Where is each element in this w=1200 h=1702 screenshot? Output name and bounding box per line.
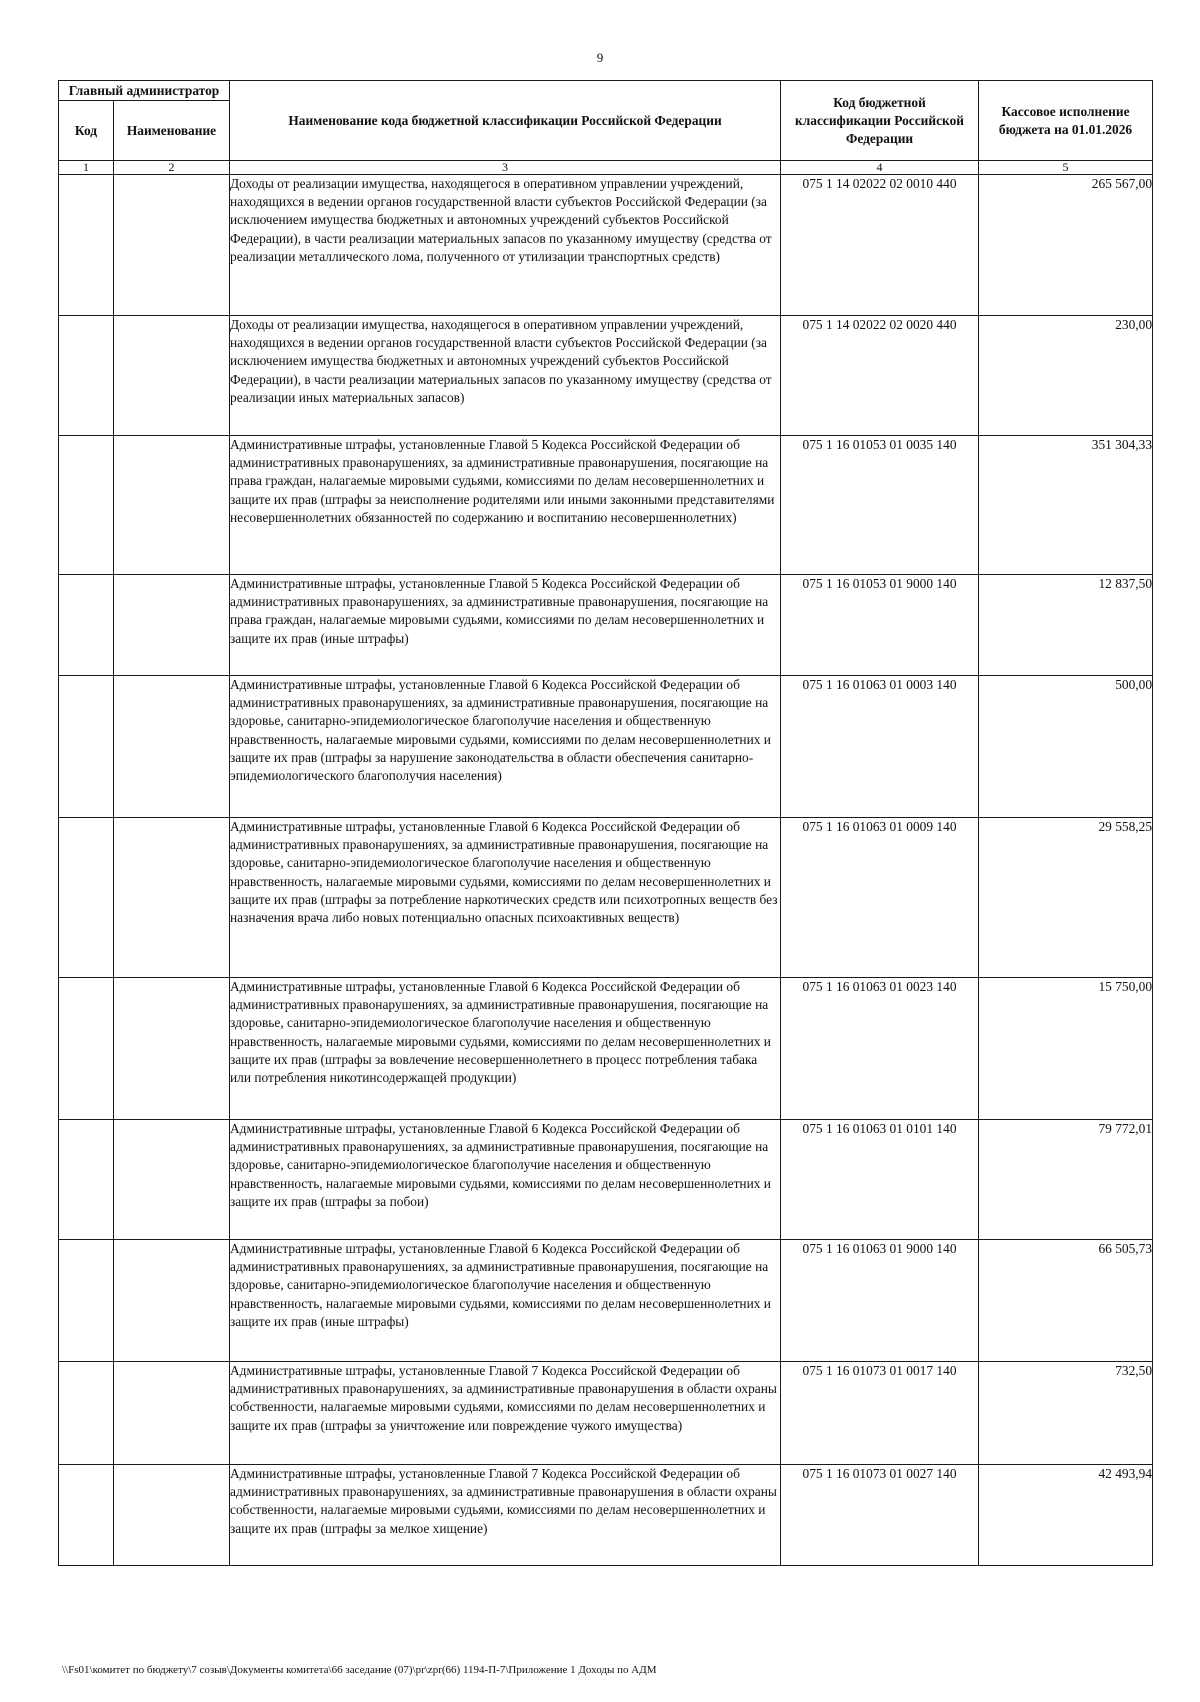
amount-cell: 12 837,50: [979, 575, 1153, 676]
classification-name-cell: Доходы от реализации имущества, находящегося в оперативном управлении учреждений, находящихся в ведении органов государственной власти субъектов Российской Федерации (за исключением имущества бюджетных и автономных учреждений субъектов Российской Федерации), в части реализации материальных запасов по указанному имуществу (средства от реализации иных материальных запасов): [230, 316, 781, 436]
admin-name-cell: [114, 1465, 230, 1566]
admin-name-cell: [114, 1120, 230, 1240]
amount-cell: 732,50: [979, 1362, 1153, 1465]
admin-code-cell: [59, 316, 114, 436]
amount-cell: 15 750,00: [979, 978, 1153, 1120]
amount-cell: 42 493,94: [979, 1465, 1153, 1566]
admin-name-cell: [114, 818, 230, 978]
admin-name-cell: [114, 978, 230, 1120]
admin-name-cell: [114, 1240, 230, 1362]
column-number-row: [59, 161, 1153, 175]
classification-name-cell: Административные штрафы, установленные Главой 6 Кодекса Российской Федерации об административных правонарушениях, за административные правонарушения, посягающие на здоровье, санитарно-эпидемиологическое благополучие населения и общественную нравственность, налагаемые мировыми судьями, комиссиями по делам несовершеннолетних и защите их прав (штрафы за вовлечение несовершеннолетнего в процесс потребления табака или потребления никотинсодержащей продукции): [230, 978, 781, 1120]
admin-name-cell: [114, 575, 230, 676]
table-row: [59, 575, 1153, 676]
amount-cell: 29 558,25: [979, 818, 1153, 978]
amount-cell: 351 304,33: [979, 436, 1153, 575]
admin-code-cell: [59, 1362, 114, 1465]
table-row: [59, 1465, 1153, 1566]
budget-code-cell: 075 1 16 01063 01 0003 140: [781, 676, 979, 818]
budget-code-cell: 075 1 16 01053 01 0035 140: [781, 436, 979, 575]
amount-cell: 230,00: [979, 316, 1153, 436]
admin-code-cell: [59, 1465, 114, 1566]
admin-name-cell: [114, 436, 230, 575]
amount-cell: 500,00: [979, 676, 1153, 818]
admin-name-cell: [114, 316, 230, 436]
header-code: Код: [59, 101, 114, 161]
page-number: 9: [596, 50, 604, 65]
budget-revenue-table: [58, 80, 1153, 1566]
header-naming: Наименование: [114, 101, 230, 161]
column-number: 1: [59, 161, 114, 175]
admin-code-cell: [59, 575, 114, 676]
admin-name-cell: [114, 676, 230, 818]
header-main-administrator: Главный администратор: [59, 81, 230, 101]
budget-code-cell: 075 1 16 01063 01 9000 140: [781, 1240, 979, 1362]
classification-name-cell: Административные штрафы, установленные Главой 5 Кодекса Российской Федерации об административных правонарушениях, за административные правонарушения, посягающие на права граждан, налагаемые мировыми судьями, комиссиями по делам несовершеннолетних и защите их прав (штрафы за неисполнение родителями или иными законными представителями несовершеннолетних обязанностей по содержанию и воспитанию несовершеннолетних): [230, 436, 781, 575]
table-row: [59, 1362, 1153, 1465]
header-cash-execution: Кассовое исполнение бюджета на 01.01.2026: [979, 81, 1153, 161]
budget-code-cell: 075 1 16 01063 01 0009 140: [781, 818, 979, 978]
budget-code-cell: 075 1 16 01053 01 9000 140: [781, 575, 979, 676]
budget-code-cell: 075 1 14 02022 02 0010 440: [781, 175, 979, 316]
amount-cell: 66 505,73: [979, 1240, 1153, 1362]
table-row: [59, 1240, 1153, 1362]
classification-name-cell: Административные штрафы, установленные Главой 7 Кодекса Российской Федерации об административных правонарушениях, за административные правонарушения в области охраны собственности, налагаемые мировыми судьями, комиссиями по делам несовершеннолетних и защите их прав (штрафы за уничтожение или повреждение чужого имущества): [230, 1362, 781, 1465]
header-classification-name: Наименование кода бюджетной классификации Российской Федерации: [230, 81, 781, 161]
classification-name-cell: Административные штрафы, установленные Главой 6 Кодекса Российской Федерации об административных правонарушениях, за административные правонарушения, посягающие на здоровье, санитарно-эпидемиологическое благополучие населения и общественную нравственность, налагаемые мировыми судьями, комиссиями по делам несовершеннолетних и защите их прав (штрафы за нарушение законодательства в области обеспечения санитарно-эпидемиологического благополучия населения): [230, 676, 781, 818]
amount-cell: 265 567,00: [979, 175, 1153, 316]
admin-name-cell: [114, 1362, 230, 1465]
admin-code-cell: [59, 1120, 114, 1240]
table-row: [59, 1120, 1153, 1240]
admin-code-cell: [59, 818, 114, 978]
budget-code-cell: 075 1 16 01063 01 0023 140: [781, 978, 979, 1120]
file-path-footer: \\Fs01\комитет по бюджету\7 созыв\Документы комитета\66 заседание (07)\pr\zpr(66) 1194-П-7\Приложение 1 Доходы по АДМ: [62, 1664, 657, 1676]
admin-code-cell: [59, 978, 114, 1120]
classification-name-cell: Доходы от реализации имущества, находящегося в оперативном управлении учреждений, находящихся в ведении органов государственной власти субъектов Российской Федерации (за исключением имущества бюджетных и автономных учреждений субъектов Российской Федерации), в части реализации материальных запасов по указанному имуществу (средства от реализации металлического лома, полученного от утилизации транспортных средств): [230, 175, 781, 316]
admin-code-cell: [59, 175, 114, 316]
header-budget-code: Код бюджетной классификации Российской Федерации: [781, 81, 979, 161]
admin-name-cell: [114, 175, 230, 316]
amount-cell: 79 772,01: [979, 1120, 1153, 1240]
budget-code-cell: 075 1 16 01063 01 0101 140: [781, 1120, 979, 1240]
column-number: 4: [781, 161, 979, 175]
classification-name-cell: Административные штрафы, установленные Главой 6 Кодекса Российской Федерации об административных правонарушениях, за административные правонарушения, посягающие на здоровье, санитарно-эпидемиологическое благополучие населения и общественную нравственность, налагаемые мировыми судьями, комиссиями по делам несовершеннолетних и защите их прав (штрафы за потребление наркотических средств или психотропных веществ без назначения врача либо новых потенциально опасных психоактивных веществ): [230, 818, 781, 978]
budget-code-cell: 075 1 14 02022 02 0020 440: [781, 316, 979, 436]
table-row: [59, 175, 1153, 316]
admin-code-cell: [59, 436, 114, 575]
table-row: [59, 676, 1153, 818]
column-number: 2: [114, 161, 230, 175]
column-number: 5: [979, 161, 1153, 175]
admin-code-cell: [59, 1240, 114, 1362]
budget-code-cell: 075 1 16 01073 01 0027 140: [781, 1465, 979, 1566]
classification-name-cell: Административные штрафы, установленные Главой 7 Кодекса Российской Федерации об административных правонарушениях, за административные правонарушения в области охраны собственности, налагаемые мировыми судьями, комиссиями по делам несовершеннолетних и защите их прав (штрафы за мелкое хищение): [230, 1465, 781, 1566]
classification-name-cell: Административные штрафы, установленные Главой 5 Кодекса Российской Федерации об административных правонарушениях, за административные правонарушения, посягающие на права граждан, налагаемые мировыми судьями, комиссиями по делам несовершеннолетних и защите их прав (иные штрафы): [230, 575, 781, 676]
admin-code-cell: [59, 676, 114, 818]
table-row: [59, 818, 1153, 978]
budget-code-cell: 075 1 16 01073 01 0017 140: [781, 1362, 979, 1465]
table-row: [59, 316, 1153, 436]
classification-name-cell: Административные штрафы, установленные Главой 6 Кодекса Российской Федерации об административных правонарушениях, за административные правонарушения, посягающие на здоровье, санитарно-эпидемиологическое благополучие населения и общественную нравственность, налагаемые мировыми судьями, комиссиями по делам несовершеннолетних и защите их прав (иные штрафы): [230, 1240, 781, 1362]
classification-name-cell: Административные штрафы, установленные Главой 6 Кодекса Российской Федерации об административных правонарушениях, за административные правонарушения, посягающие на здоровье, санитарно-эпидемиологическое благополучие населения и общественную нравственность, налагаемые мировыми судьями, комиссиями по делам несовершеннолетних и защите их прав (штрафы за побои): [230, 1120, 781, 1240]
table-row: [59, 436, 1153, 575]
table-row: [59, 978, 1153, 1120]
column-number: 3: [230, 161, 781, 175]
